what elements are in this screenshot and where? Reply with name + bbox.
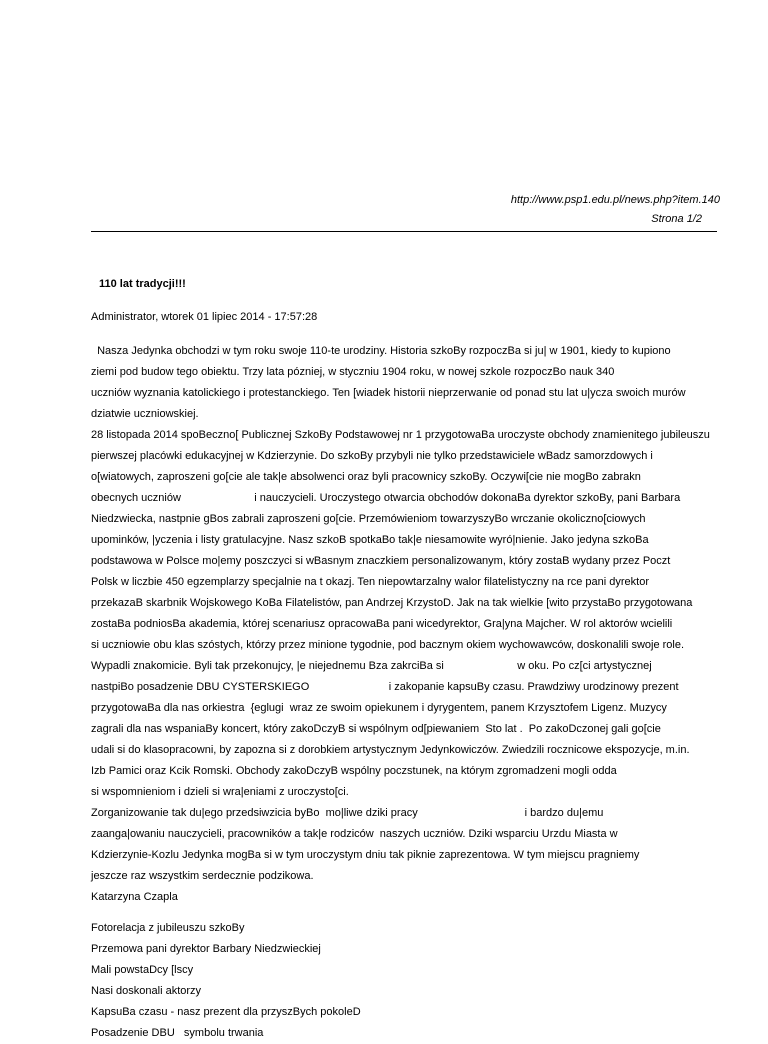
body-line: Wypadli znakomicie. Byli tak przekonujcy, |e niejednemu Bza zakrciBa si w oku. Po cz[ci artystycznej <box>91 660 652 672</box>
body-line: upominków, |yczenia i listy gratulacyjne. Nasz szkoB spotkaBo tak|e niesamowite wyró|nienie. Jako jedyna szkoBa <box>91 534 649 546</box>
body-line: jeszcze raz wszystkim serdecznie podzikowa. <box>91 870 314 882</box>
page-header-url: http://www.psp1.edu.pl/news.php?item.140 <box>510 194 720 206</box>
header-divider <box>91 231 717 232</box>
body-line: zaanga|owaniu nauczycieli, pracowników a tak|e rodziców naszych uczniów. Dziki wsparciu Urzdu Miasta w <box>91 828 618 840</box>
body-line: nastpiBo posadzenie DBU CYSTERSKIEGO i zakopanie kapsuBy czasu. Prawdziwy urodzinowy prezent <box>91 681 679 693</box>
body-line: Polsk w liczbie 450 egzemplarzy specjalnie na t okazj. Ten niepowtarzalny walor filatelistyczny na rce pani dyrektor <box>91 576 650 588</box>
body-line: Kdzierzynie-Kozlu Jedynka mogBa si w tym uroczystym dniu tak piknie zaprezentowa. W tym miejscu pragniemy <box>91 849 640 861</box>
gallery-link[interactable]: Fotorelacja z jubileuszu szkoBy <box>91 922 245 934</box>
body-line: uczniów wyznania katolickiego i protestanckiego. Ten [wiadek historii nieprzerwanie od ponad stu lat u|ycza swoich murów <box>91 387 686 399</box>
body-line: Nasza Jedynka obchodzi w tym roku swoje 110-te urodziny. Historia szkoBy rozpoczBa si ju| w 1901, kiedy to kupiono <box>91 345 671 357</box>
article-meta: Administrator, wtorek 01 lipiec 2014 - 17:57:28 <box>91 311 318 323</box>
gallery-link[interactable]: KapsuBa czasu - nasz prezent dla przyszBych pokoleD <box>91 1006 361 1018</box>
body-line: dziatwie uczniowskiej. <box>91 408 199 420</box>
body-line: Izb Pamici oraz Kcik Romski. Obchody zakoDczyB wspólny poczstunek, na którym zgromadzeni mogli odda <box>91 765 617 777</box>
body-line: si uczniowie obu klas szóstych, którzy przez minione tygodnie, pod bacznym okiem wychowawców, doskonalili swoje role. <box>91 639 685 651</box>
body-line: 28 listopada 2014 spoBeczno[ Publicznej SzkoBy Podstawowej nr 1 przygotowaBa uroczyste obchody znamienitego jubileuszu <box>91 429 710 441</box>
gallery-link[interactable]: Mali powstaDcy [lscy <box>91 964 194 976</box>
body-line: Niedzwiecka, nastpnie gBos zabrali zaproszeni go[cie. Przemówieniom towarzyszyBo wrczanie okoliczno[ciowych <box>91 513 646 525</box>
section-gap <box>91 908 721 918</box>
body-line: si wspomnieniom i dzieli si wra|eniami z uroczysto[ci. <box>91 786 349 798</box>
body-line: pierwszej placówki edukacyjnej w Kdzierzynie. Do szkoBy przybyli nie tylko przedstawiciele wBadz samorzdowych i <box>91 450 653 462</box>
body-line: udali si do klasopracowni, by zapozna si z dorobkiem artystycznym Jedynkowiczów. Zwiedzili rocznicowe ekspozycje, m.in. <box>91 744 690 756</box>
body-line: ziemi pod budow tego obiektu. Trzy lata pózniej, w styczniu 1904 roku, w nowej szkole rozpoczBo nauk 340 <box>91 366 615 378</box>
body-line: zostaBa podniosBa akademia, której scenariusz opracowaBa pani wicedyrektor, Gra|yna Majcher. W rol aktorów wcielili <box>91 618 673 630</box>
gallery-link[interactable]: Posadzenie DBU symbolu trwania <box>91 1027 264 1039</box>
body-line: obecnych uczniów i nauczycieli. Uroczystego otwarcia obchodów dokonaBa dyrektor szkoBy, pani Barbara <box>91 492 681 504</box>
author-signature: Katarzyna Czapla <box>91 891 178 903</box>
gallery-link[interactable]: Przemowa pani dyrektor Barbary Niedzwieckiej <box>91 943 321 955</box>
body-line: przygotowaBa dla nas orkiestra {eglugi wraz ze swoim opiekunem i dyrygentem, panem Krzysztofem Ligenz. Muzycy <box>91 702 667 714</box>
body-line: Zorganizowanie tak du|ego przedsiwzicia byBo mo|liwe dziki pracy i bardzo du|emu <box>91 807 604 819</box>
gallery-link[interactable]: Nasi doskonali aktorzy <box>91 985 202 997</box>
page-number: Strona 1/2 <box>651 213 702 225</box>
article-body <box>91 341 721 1044</box>
body-line: o[wiatowych, zaproszeni go[cie ale tak|e absolwenci oraz byli pracownicy szkoBy. Oczywi[cie nie mogBo zabrakn <box>91 471 641 483</box>
body-line: przekazaB skarbnik Wojskowego KoBa Filatelistów, pan Andrzej KrzystoD. Jak na tak wielkie [wito przystaBo przygotowana <box>91 597 693 609</box>
article-title: 110 lat tradycji!!! <box>99 278 186 290</box>
body-line: zagrali dla nas wspaniaBy koncert, który zakoDczyB si wspólnym od[piewaniem Sto lat . Po zakoDczonej gali go[cie <box>91 723 661 735</box>
body-line: podstawowa w Polsce mo|emy poszczyci si wBasnym znaczkiem personalizowanym, który zostaB wydany przez Poczt <box>91 555 671 567</box>
